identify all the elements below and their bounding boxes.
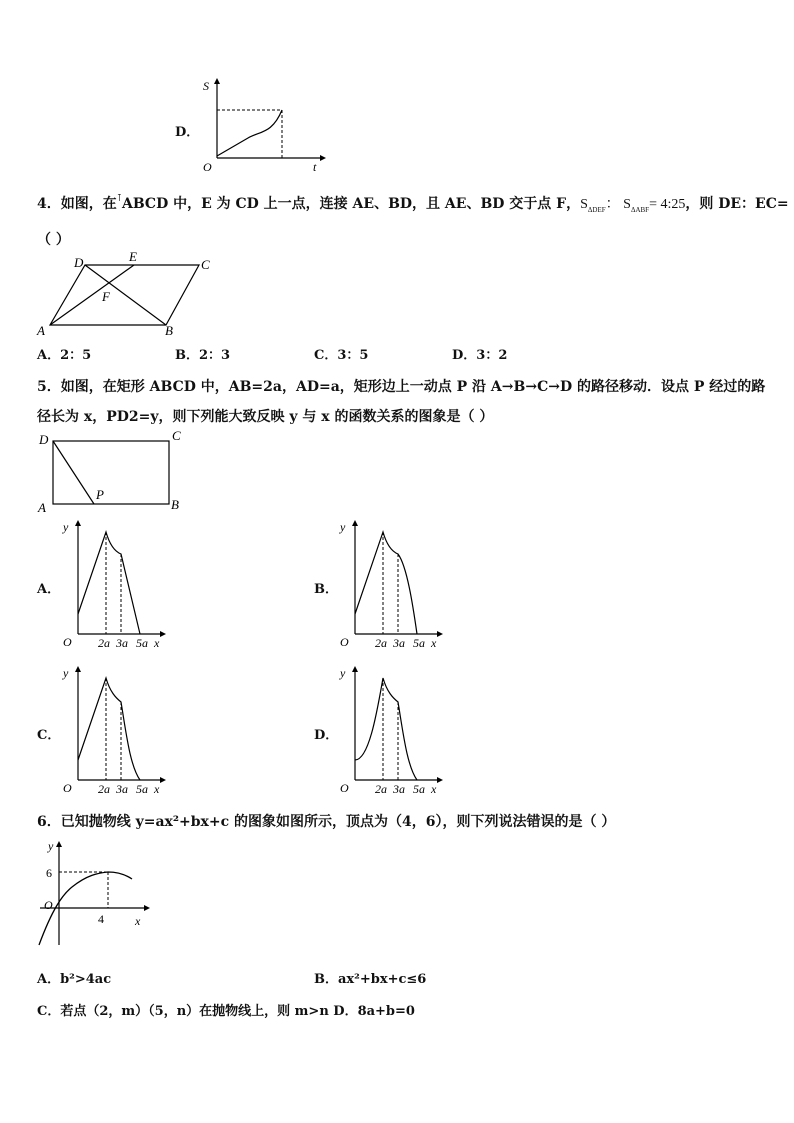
- q6-x-tick-4: 4: [98, 912, 104, 926]
- rect-label-p: P: [96, 487, 104, 502]
- q6-option-b: B．ax²+bx+c≤6: [314, 972, 427, 987]
- graph-c-tick-2a: 2a: [98, 782, 110, 796]
- q5-option-d-label: D．: [314, 728, 339, 743]
- graph-a-x-label: x: [154, 636, 160, 650]
- q6-option-c-d: C．若点（2，m）（5，n）在抛物线上，则 m>n D．8a+b=0: [37, 1004, 415, 1019]
- q4-stem: [37, 193, 789, 214]
- graph-b-x-label: x: [431, 636, 437, 650]
- rect-label-c: C: [172, 428, 181, 443]
- area-s1: S: [580, 197, 588, 212]
- q4-parallelogram-figure: [32, 249, 232, 341]
- graph-a-y-label: y: [63, 520, 69, 534]
- graph-d-tick-5a: 5a: [413, 782, 425, 796]
- graph-b-tick-5a: 5a: [413, 636, 425, 650]
- q4-option-d: D．3：2: [452, 348, 508, 363]
- area-sep: ：: [605, 197, 620, 212]
- q6-x-label: x: [135, 914, 141, 928]
- graph-b-tick-3a: 3a: [393, 636, 405, 650]
- q4-area-ratio: [580, 197, 685, 212]
- q3-x-axis-label: t: [313, 160, 317, 174]
- q5-option-a-label: A．: [37, 582, 61, 597]
- q4-bracket: （ ）: [37, 232, 70, 248]
- label-f: F: [102, 289, 110, 304]
- graph-d-y-label: y: [340, 666, 346, 680]
- graph-d-tick-3a: 3a: [393, 782, 405, 796]
- q3-y-axis-label: S: [203, 79, 209, 93]
- q4-stem-part2: ABCD 中，E 为 CD 上一点，连接 AE、BD，且 AE、BD 交于点 F，: [121, 196, 581, 212]
- rect-label-b: B: [171, 497, 179, 512]
- q5-graph-c: [58, 662, 178, 798]
- rect-label-d: D: [39, 432, 49, 447]
- q5-option-b-label: B．: [314, 582, 338, 597]
- q6-parabola-graph: [32, 835, 152, 950]
- q3-option-d-label: D．: [175, 125, 200, 140]
- q6-y-tick-6: 6: [46, 866, 52, 880]
- q6-origin: O: [44, 898, 53, 912]
- q5-stem-line2: 径长为 x，PD2=y，则下列能大致反映 y 与 x 的函数关系的图象是（ ）: [37, 409, 494, 425]
- q5-rectangle-figure: [32, 427, 192, 515]
- graph-c-origin: O: [63, 781, 72, 795]
- rect-label-a: A: [38, 500, 46, 515]
- q6-option-a: A．b²>4ac: [37, 972, 112, 987]
- q5-option-c-label: C．: [37, 728, 61, 743]
- q5-graph-a: [58, 516, 178, 652]
- graph-c-tick-5a: 5a: [136, 782, 148, 796]
- graph-b-origin: O: [340, 635, 349, 649]
- q5-graph-d: [335, 662, 455, 798]
- q4-option-b: B．2：3: [175, 348, 231, 363]
- q4-stem-part3: ，则 DE：EC=: [685, 196, 789, 212]
- q5-stem-line1: 5．如图，在矩形 ABCD 中，AB=2a，AD=a，矩形边上一动点 P 沿 A→B→C→D 的路径移动．设点 P 经过的路: [37, 379, 766, 395]
- graph-d-tick-2a: 2a: [375, 782, 387, 796]
- graph-d-origin: O: [340, 781, 349, 795]
- graph-a-origin: O: [63, 635, 72, 649]
- graph-a-tick-3a: 3a: [116, 636, 128, 650]
- label-e: E: [129, 249, 137, 264]
- q3-origin-label: O: [203, 160, 212, 174]
- graph-b-y-label: y: [340, 520, 346, 534]
- graph-c-x-label: x: [154, 782, 160, 796]
- area-sub2: ΔABF: [630, 205, 650, 214]
- label-d: D: [74, 255, 84, 270]
- graph-d-x-label: x: [431, 782, 437, 796]
- q4-stem-part1: 4．如图，在: [37, 196, 117, 212]
- q5-graph-b: [335, 516, 455, 652]
- area-sub1: ΔDEF: [587, 205, 606, 214]
- graph-a-tick-5a: 5a: [136, 636, 148, 650]
- graph-b-tick-2a: 2a: [375, 636, 387, 650]
- q6-stem: 6．已知抛物线 y=ax²+bx+c 的图象如图所示，顶点为（4，6），则下列说法错误的是（ ）: [37, 814, 616, 830]
- graph-c-y-label: y: [63, 666, 69, 680]
- area-s2: S: [623, 197, 631, 212]
- label-c: C: [201, 257, 210, 272]
- label-a: A: [37, 323, 45, 338]
- q3-graph-d: [198, 76, 328, 176]
- ratio-value: = 4:25: [649, 197, 686, 212]
- graph-c-tick-3a: 3a: [116, 782, 128, 796]
- graph-a-tick-2a: 2a: [98, 636, 110, 650]
- q4-option-a: A．2：5: [37, 348, 92, 363]
- label-b: B: [165, 323, 173, 338]
- parallelogram-symbol: ⊺: [116, 193, 122, 204]
- q6-y-label: y: [48, 839, 54, 853]
- q4-option-c: C．3：5: [314, 348, 369, 363]
